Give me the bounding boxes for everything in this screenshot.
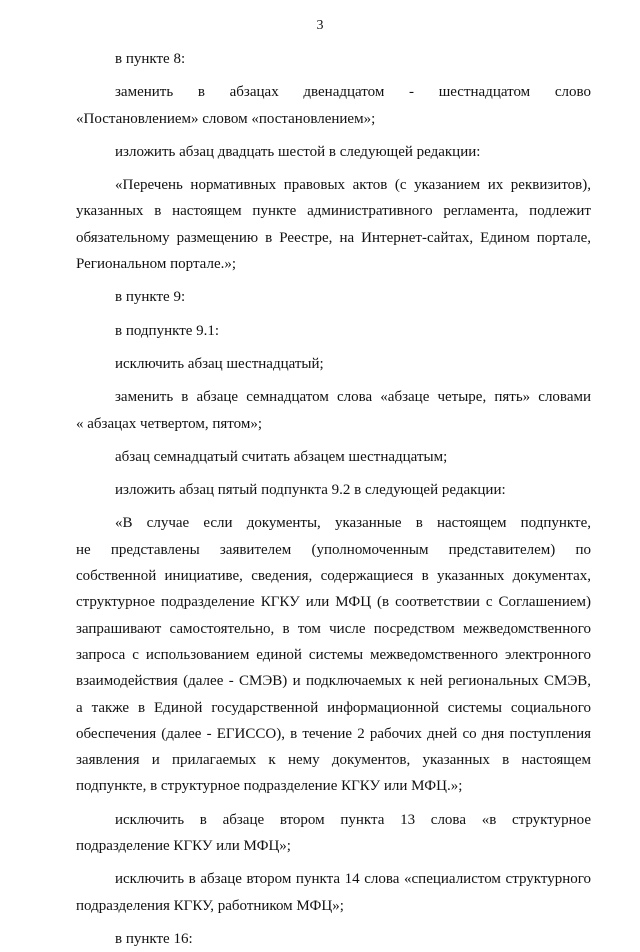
- paragraph-gap: [76, 165, 591, 172]
- text-line: исключить абзац шестнадцатый;: [115, 355, 324, 372]
- text-line: абзац семнадцатый считать абзацем шестнадцатым;: [115, 448, 448, 465]
- text-line: «В случае если документы, указанные в настоящем подпункте,: [115, 515, 591, 532]
- text-line: не представлены заявителем (уполномоченным представителем) по: [76, 541, 591, 558]
- text-line: изложить абзац двадцать шестой в следующей редакции:: [115, 143, 481, 160]
- paragraph-gap: [76, 503, 591, 510]
- text-line: запроса с использованием единой системы межведомственного электронного: [76, 646, 591, 663]
- text-line: а также в Единой государственной информационной системы социального: [76, 699, 591, 716]
- text-line: заменить в абзацах двенадцатом - шестнадцатом слово: [115, 84, 591, 101]
- text-line: взаимодействия (далее - СМЭВ) и подключаемых к ней региональных СМЭВ,: [76, 673, 591, 690]
- text-line: Региональном портале.»;: [76, 256, 237, 273]
- text-line: подразделение КГКУ или МФЦ»;: [76, 838, 291, 855]
- text-line: « абзацах четвертом, пятом»;: [76, 415, 262, 432]
- text-line: изложить абзац пятый подпункта 9.2 в следующей редакции:: [115, 482, 506, 499]
- text-line: в пункте 16:: [115, 930, 193, 947]
- paragraph-gap: [76, 72, 591, 79]
- paragraph-gap: [76, 132, 591, 139]
- text-line: в пункте 8:: [115, 51, 186, 67]
- text-line: исключить в абзаце втором пункта 14 слова «специалистом структурного: [115, 871, 591, 888]
- text-line: подразделения КГКУ, работником МФЦ»;: [76, 897, 344, 914]
- text-line: обеспечения (далее - ЕГИССО), в течение 2 рабочих дней со дня поступления: [76, 725, 591, 742]
- text-line: подпункте, в структурное подразделение КГКУ или МФЦ.»;: [76, 778, 463, 795]
- text-line: указанных в настоящем пункте административного регламента, подлежит: [76, 203, 591, 220]
- paragraph-gap: [76, 437, 591, 444]
- text-line: исключить в абзаце втором пункта 13 слова «в структурное: [115, 811, 591, 828]
- paragraph-gap: [76, 344, 591, 351]
- page-number: 3: [316, 18, 324, 33]
- text-line: в пункте 9:: [115, 289, 186, 306]
- text-line: в подпункте 9.1:: [115, 322, 220, 339]
- text-line: «Постановлением» словом «постановлением»;: [76, 110, 376, 127]
- text-line: структурное подразделение КГКУ или МФЦ (в соответствии с Соглашением): [76, 594, 591, 611]
- paragraph-gap: [76, 470, 591, 477]
- text-line: заявления и прилагаемых к нему документов, указанных в настоящем: [76, 752, 591, 769]
- document-body: [76, 46, 591, 952]
- text-line: запрашивают самостоятельно, в том числе посредством межведомственного: [76, 620, 591, 637]
- paragraph-gap: [76, 377, 591, 384]
- paragraph-gap: [76, 800, 591, 807]
- text-line: «Перечень нормативных правовых актов (с указанием их реквизитов),: [115, 177, 591, 194]
- text-line: заменить в абзаце семнадцатом слова «абзаце четыре, пять» словами: [115, 389, 591, 406]
- paragraph-gap: [76, 859, 591, 866]
- paragraph-gap: [76, 311, 591, 318]
- text-line: обязательному размещению в Реестре, на Интернет-сайтах, Едином портале,: [76, 229, 591, 246]
- paragraph-gap: [76, 277, 591, 284]
- paragraph-gap: [76, 919, 591, 926]
- text-line: собственной инициативе, сведения, содержащиеся в указанных документах,: [76, 568, 591, 585]
